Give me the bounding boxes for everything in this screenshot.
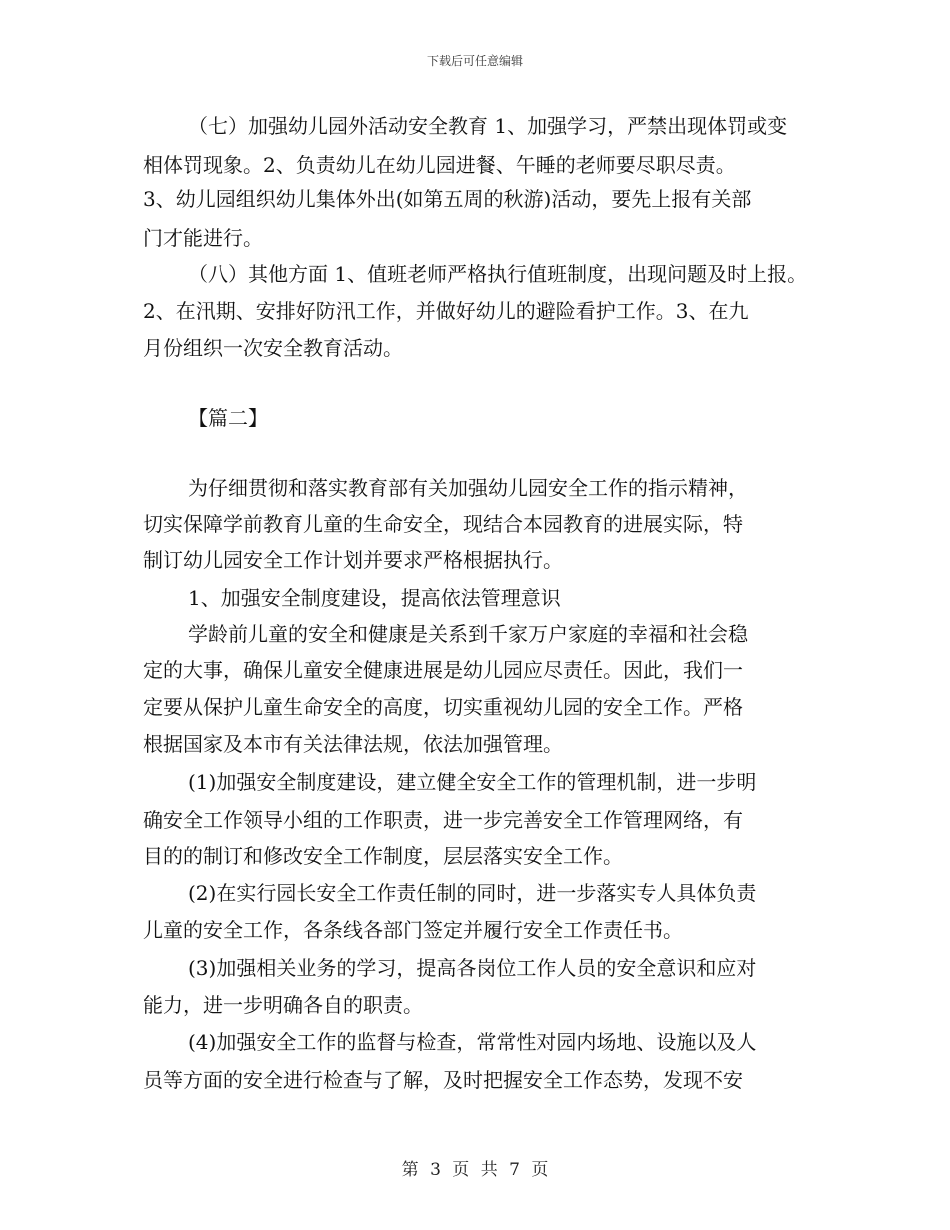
text-line: 儿童的安全工作，各条线各部门签定并履行安全工作责任书。 <box>143 918 683 942</box>
text-line: 切实保障学前教育儿童的生命安全，现结合本园教育的进展实际，特 <box>143 512 743 536</box>
text-line: 3、幼儿园组织幼儿集体外出(如第五周的秋游)活动，要先上报有关部 <box>143 187 752 211</box>
text-line: 月份组织一次安全教育活动。 <box>143 336 403 360</box>
text-line: （七）加强幼儿园外活动安全教育 1、加强学习，严禁出现体罚或变 <box>188 114 788 138</box>
text-line: 员等方面的安全进行检查与了解，及时把握安全工作态势，发现不安 <box>143 1068 743 1092</box>
text-line: 目的的制订和修改安全工作制度，层层落实安全工作。 <box>143 844 623 868</box>
text-line: 制订幼儿园安全工作计划并要求严格根据执行。 <box>143 548 563 572</box>
text-line: 学龄前儿童的安全和健康是关系到千家万户家庭的幸福和社会稳 <box>188 622 748 646</box>
text-line: (2)在实行园长安全工作责任制的同时，进一步落实专人具体负责 <box>188 881 757 905</box>
text-line: 确安全工作领导小组的工作职责，进一步完善安全工作管理网络，有 <box>143 808 743 832</box>
page-footer: 第 3 页 共 7 页 <box>401 1160 549 1180</box>
text-line: 相体罚现象。2、负责幼儿在幼儿园进餐、午睡的老师要尽职尽责。 <box>143 153 736 177</box>
text-line: 2、在汛期、安排好防汛工作，并做好幼儿的避险看护工作。3、在九 <box>143 299 749 323</box>
text-line: (4)加强安全工作的监督与检查，常常性对园内场地、设施以及人 <box>188 1030 757 1054</box>
text-line: 为仔细贯彻和落实教育部有关加强幼儿园安全工作的指示精神， <box>188 476 748 500</box>
text-line: 门才能进行。 <box>143 226 263 250</box>
section-heading: 【篇二】 <box>188 406 268 430</box>
text-line: （八）其他方面 1、值班老师严格执行值班制度，出现问题及时上报。 <box>188 262 808 286</box>
text-line: 定要从保护儿童生命安全的高度，切实重视幼儿园的安全工作。严格 <box>143 695 743 719</box>
page-header: 下载后可任意编辑 <box>426 54 523 68</box>
text-line: 定的大事，确保儿童安全健康进展是幼儿园应尽责任。因此，我们一 <box>143 658 743 682</box>
text-line: 能力，进一步明确各自的职责。 <box>143 993 423 1017</box>
text-line: 根据国家及本市有关法律法规，依法加强管理。 <box>143 732 563 756</box>
text-line: (3)加强相关业务的学习，提高各岗位工作人员的安全意识和应对 <box>188 956 757 980</box>
text-line: (1)加强安全制度建设，建立健全安全工作的管理机制，进一步明 <box>188 770 757 794</box>
text-line: 1、加强安全制度建设，提高依法管理意识 <box>188 586 561 610</box>
